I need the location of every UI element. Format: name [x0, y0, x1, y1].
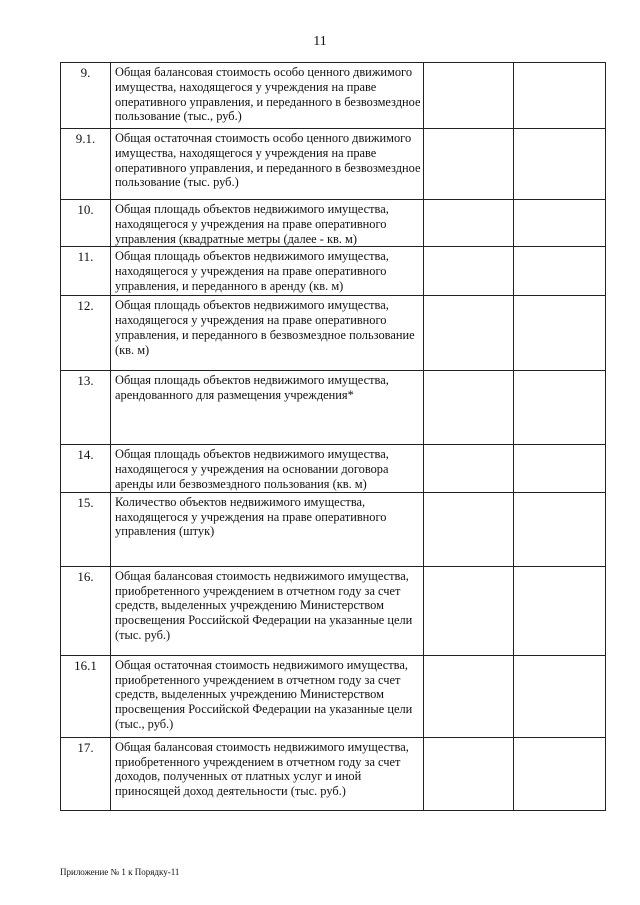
value-cell[interactable] [514, 492, 606, 566]
value-cell[interactable] [424, 371, 514, 445]
row-number: 16. [61, 566, 111, 655]
table-row [61, 129, 606, 200]
table-row [61, 445, 606, 492]
row-number: 12. [61, 296, 111, 371]
value-cell[interactable] [514, 737, 606, 810]
table-row [61, 200, 606, 247]
value-cell[interactable] [424, 492, 514, 566]
row-description: Количество объектов недвижимого имущества, находящегося у учреждения на праве оперативного управления (штук) [111, 492, 424, 566]
table-row [61, 492, 606, 566]
row-number: 16.1 [61, 655, 111, 737]
value-cell[interactable] [424, 737, 514, 810]
row-description: Общая балансовая стоимость особо ценного движимого имущества, находящегося у учреждения на праве оперативного управления, и переданного в безвозмездное пользование (тыс., руб.) [111, 63, 424, 129]
table-row [61, 371, 606, 445]
table-row [61, 737, 606, 810]
value-cell[interactable] [424, 296, 514, 371]
row-number: 9. [61, 63, 111, 129]
row-number: 14. [61, 445, 111, 492]
value-cell[interactable] [514, 655, 606, 737]
value-cell[interactable] [514, 247, 606, 296]
value-cell[interactable] [514, 371, 606, 445]
value-cell[interactable] [514, 129, 606, 200]
value-cell[interactable] [424, 200, 514, 247]
row-description: Общая площадь объектов недвижимого имущества, арендованного для размещения учреждения* [111, 371, 424, 445]
row-number: 15. [61, 492, 111, 566]
table-row [61, 247, 606, 296]
table-row [61, 296, 606, 371]
value-cell[interactable] [424, 445, 514, 492]
value-cell[interactable] [424, 63, 514, 129]
row-description: Общая остаточная стоимость особо ценного движимого имущества, находящегося у учреждения на праве оперативного управления, и переданного в безвозмездное пользование (тыс. руб.) [111, 129, 424, 200]
row-number: 10. [61, 200, 111, 247]
property-report-table [60, 62, 606, 811]
page-number: 11 [313, 34, 327, 49]
row-description: Общая балансовая стоимость недвижимого имущества, приобретенного учреждением в отчетном году за счет доходов, полученных от платных услуг и иной приносящей доход деятельности (тыс. руб.) [111, 737, 424, 810]
row-description: Общая площадь объектов недвижимого имущества, находящегося у учреждения на праве оперативного управления (квадратные метры (далее - кв. м) [111, 200, 424, 247]
row-description: Общая площадь объектов недвижимого имущества, находящегося у учреждения на праве оперативного управления, и переданного в аренду (кв. м) [111, 247, 424, 296]
value-cell[interactable] [514, 200, 606, 247]
table-row [61, 566, 606, 655]
value-cell[interactable] [424, 129, 514, 200]
value-cell[interactable] [424, 247, 514, 296]
row-number: 9.1. [61, 129, 111, 200]
row-number: 11. [61, 247, 111, 296]
row-description: Общая балансовая стоимость недвижимого имущества, приобретенного учреждением в отчетном году за счет средств, выделенных учреждению Министерством просвещения Российской Федерации на указанные цели (тыс. руб.) [111, 566, 424, 655]
value-cell[interactable] [424, 566, 514, 655]
row-description: Общая площадь объектов недвижимого имущества, находящегося у учреждения на основании договора аренды или безвозмездного пользования (кв. м) [111, 445, 424, 492]
table-row [61, 63, 606, 129]
row-description: Общая площадь объектов недвижимого имущества, находящегося у учреждения на праве оперативного управления, и переданного в безвозмездное пользование (кв. м) [111, 296, 424, 371]
value-cell[interactable] [514, 566, 606, 655]
footer-note: Приложение № 1 к Порядку-11 [60, 867, 180, 877]
row-number: 13. [61, 371, 111, 445]
value-cell[interactable] [424, 655, 514, 737]
value-cell[interactable] [514, 445, 606, 492]
row-number: 17. [61, 737, 111, 810]
row-description: Общая остаточная стоимость недвижимого имущества, приобретенного учреждением в отчетном году за счет средств, выделенных учреждению Министерством просвещения Российской Федерации на указанные цели (тыс., руб.) [111, 655, 424, 737]
value-cell[interactable] [514, 63, 606, 129]
value-cell[interactable] [514, 296, 606, 371]
table-row [61, 655, 606, 737]
